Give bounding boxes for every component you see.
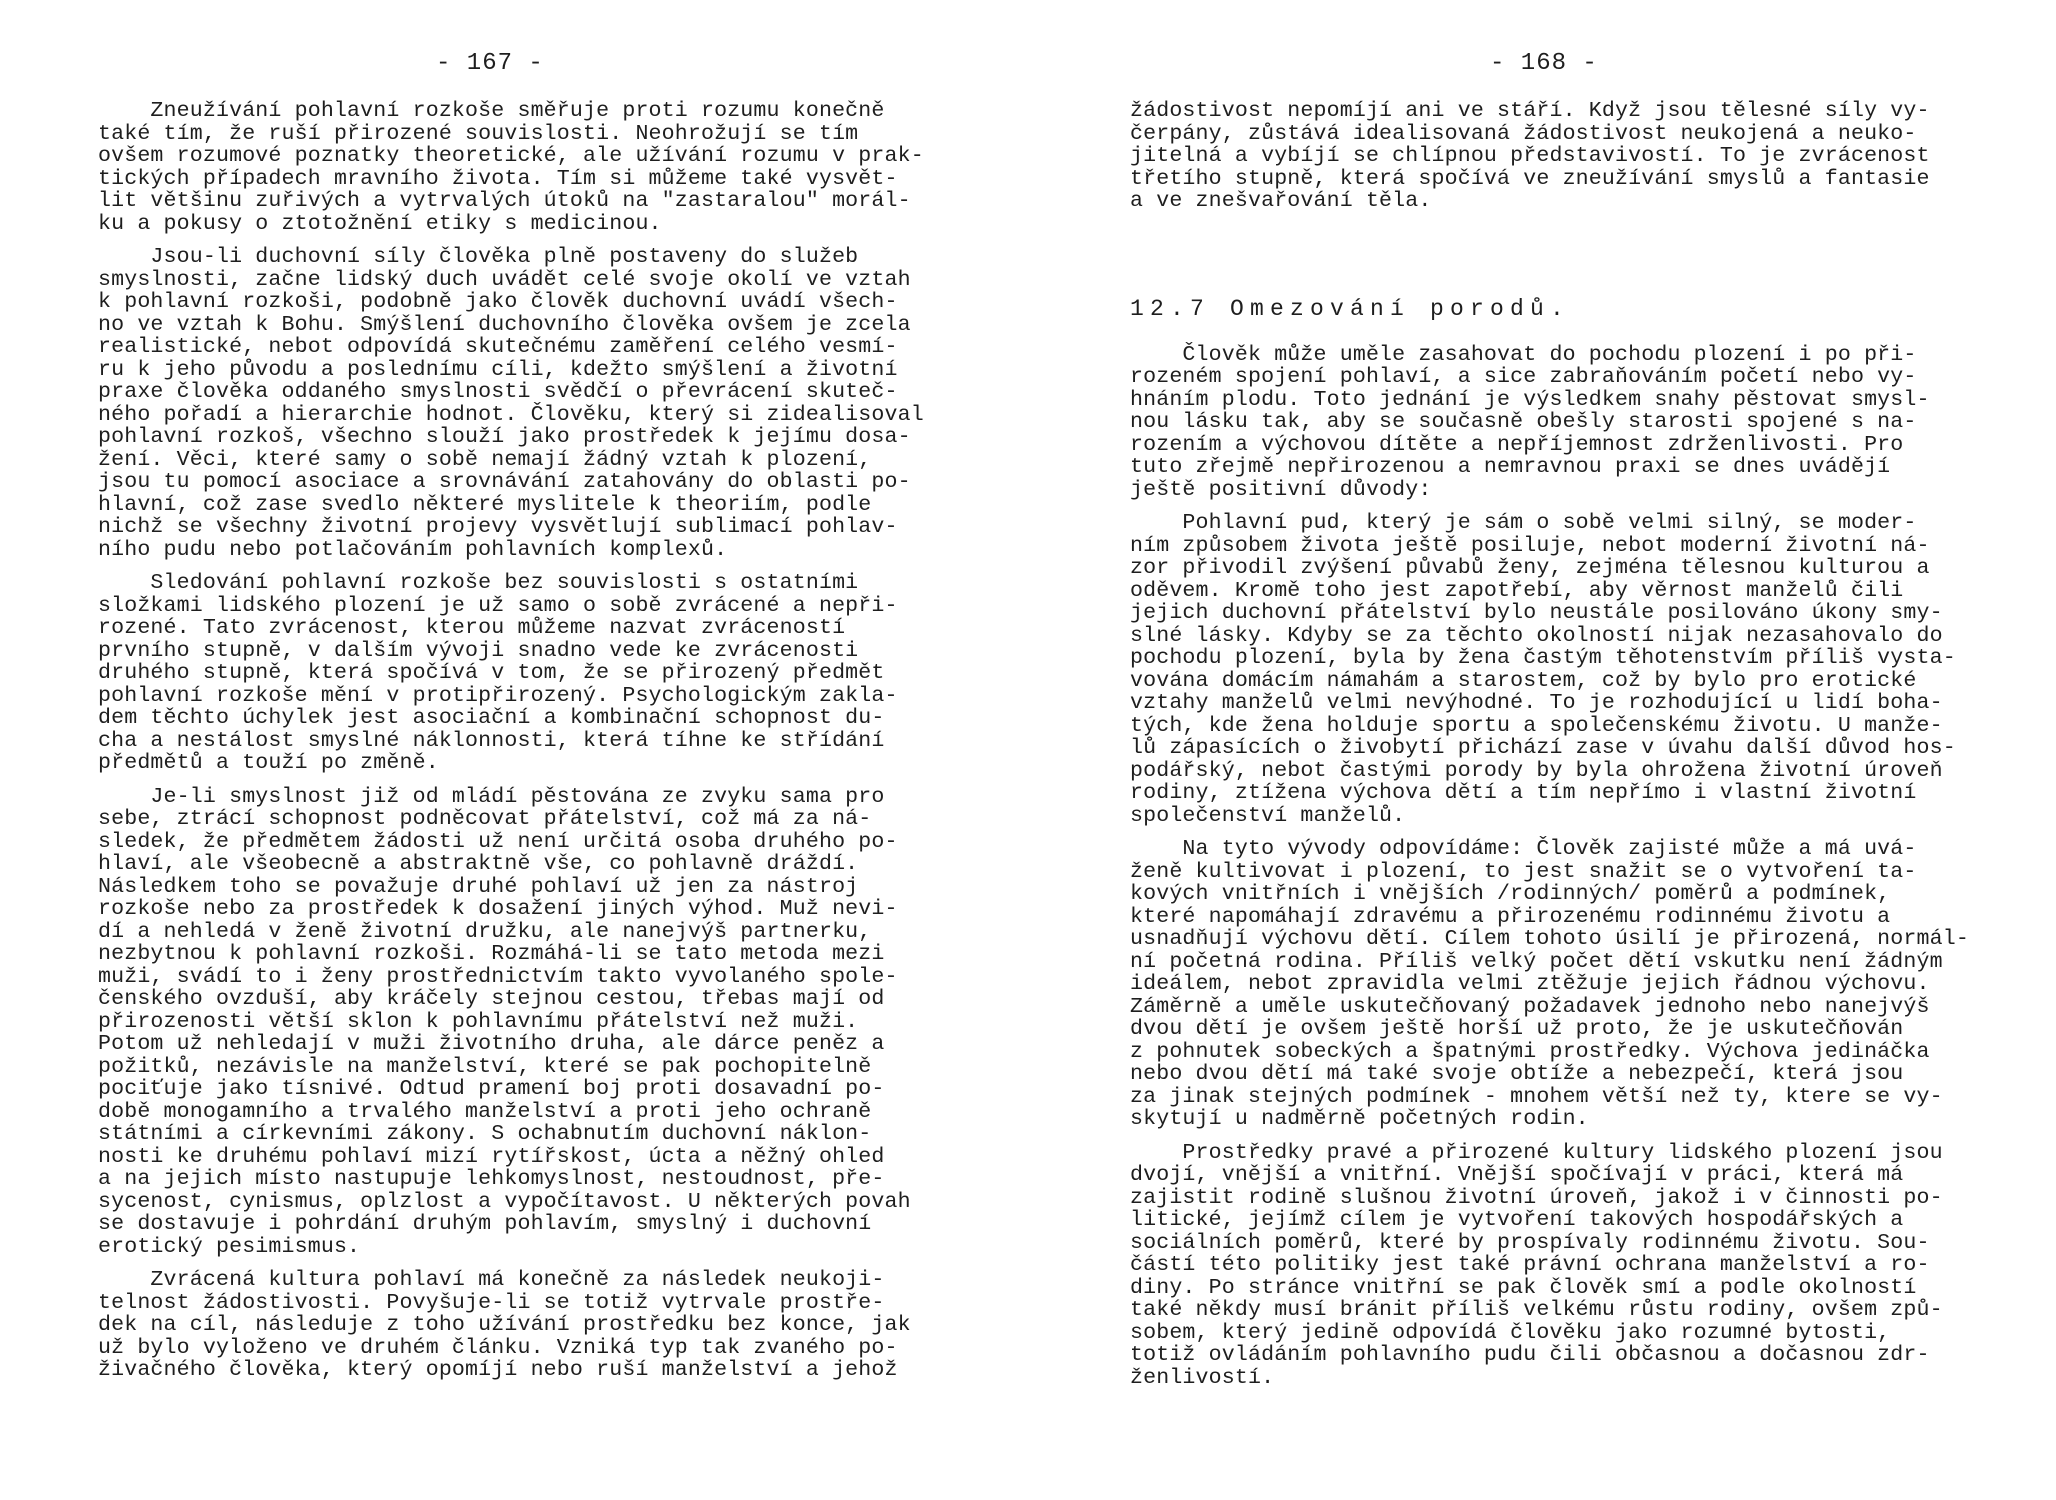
text-line: době monogamního a trvalého manželství a proti jeho ochraně (98, 1099, 872, 1124)
text-line: čerpány, zůstává idealisovaná žádostivost neukojená a neuko- (1130, 121, 1917, 146)
text-line: dvou dětí je ovšem ještě horší už proto, že je uskutečňován (1130, 1017, 1904, 1041)
text-line: ku a pokusy o ztotožnění etiky s medicinou. (98, 211, 662, 236)
text-line: praxe člověka oddaného smyslnosti svědčí o převrácení skuteč- (98, 380, 898, 404)
text-line: za jinak stejných podmínek - mnohem větší než ty, ktere se vy- (1130, 1084, 1943, 1109)
text-line: sycenost, cynismus, oplzlost a vypočítavost. U některých povah (98, 1189, 911, 1214)
text-line: také tím, že ruší přirozené souvislosti. Neohrožují se tím (98, 121, 859, 146)
text-line: litické, jejímž cílem je vytvoření takových hospodářských a (1130, 1208, 1904, 1232)
text-line: ného pořadí a hierarchie hodnot. Člověku, který si zidealisoval (98, 402, 924, 427)
paragraph (1130, 512, 1969, 827)
text-line: požitků, nezávisle na manželství, které se pak pochopitelně (98, 1054, 872, 1079)
text-line: pochodu plození, byla by žena častým těhotenstvím příliš vysta- (1130, 646, 1956, 670)
text-line: nou lásku tak, aby se současně obešly starosti spojené s na- (1130, 410, 1917, 434)
text-line: diny. Po stránce vnitřní se pak člověk smí a podle okolností (1130, 1275, 1917, 1300)
text-line: čenského ovzduší, aby kráčely stejnou cestou, třebas mají od (98, 987, 885, 1011)
text-line: muži, svádí to i ženy prostřednictvím takto vyvolaného spole- (98, 964, 898, 989)
text-line: a na jejich místo nastupuje lehkomyslnost, nestoudnost, pře- (98, 1167, 885, 1191)
text-line: nezbytnou k pohlavní rozkoši. Rozmáhá-li se tato metoda mezi (98, 942, 885, 966)
text-line: Jsou-li duchovní síly člověka plně postaveny do služeb (98, 245, 859, 269)
text-line: dem těchto úchylek jest asociační a kombinační schopnost du- (98, 706, 885, 730)
text-line: tických případech mravního života. Tím si můžeme také vysvět- (98, 166, 898, 191)
text-line: státními a církevními zákony. S ochabnutím duchovní náklon- (98, 1122, 872, 1146)
text-line: ru k jeho původu a poslednímu cíli, kdežto smýšlení a životní (98, 357, 898, 382)
text-line: Záměrně a uměle uskutečňovaný požadavek jednoho nebo nanejvýš (1130, 994, 1930, 1019)
text-line: a ve znešvařování těla. (1130, 189, 1432, 213)
paragraph (1130, 1142, 1969, 1390)
text-line: lů zápasících o živobytí přichází zase v úvahu další důvod hos- (1130, 736, 1956, 760)
text-line: k pohlavní rozkoši, podobně jako člověk duchovní uvádí všech- (98, 290, 898, 314)
text-line: Potom už nehledají v muži životního druha, ale dárce peněz a (98, 1032, 885, 1056)
text-line: také někdy musí bránit příliš velkému růstu rodiny, ovšem způ- (1130, 1298, 1943, 1322)
text-line: jitelná a vybíjí se chlípnou představivostí. To je zvrácenost (1130, 144, 1930, 168)
text-line: živačného člověka, který opomíjí nebo ruší manželství a jehož (98, 1358, 898, 1382)
paragraph (98, 572, 924, 775)
text-line: pohlavní rozkoše mění v protipřirozený. Psychologickým zakla- (98, 683, 898, 708)
text-line: Člověk může uměle zasahovat do pochodu plození i po při- (1130, 342, 1917, 367)
text-line: dvojí, vnější a vnitřní. Vnější spočívají v práci, která má (1130, 1163, 1904, 1187)
text-line: prvního stupně, v dalším vývoji snadno vede ke zvrácenosti (98, 638, 859, 663)
text-line: žení. Věci, které samy o sobě nemají žádný vztah k plození, (98, 447, 872, 472)
text-line: Pohlavní pud, který je sám o sobě velmi silný, se moder- (1130, 511, 1917, 535)
text-line: nichž se všechny životní projevy vysvětlují sublimací pohlav- (98, 515, 898, 539)
text-line: Následkem toho se považuje druhé pohlaví už jen za nástroj (98, 874, 859, 899)
text-line: sledek, že předmětem žádosti už není určitá osoba druhého po- (98, 829, 898, 854)
paragraph (1130, 838, 1969, 1131)
text-line: pociťuje jako tísnivé. Odtud pramení boj proti dosavadní po- (98, 1077, 885, 1101)
text-line: jsou tu pomocí asociace a srovnávání zatahovány do oblasti po- (98, 470, 911, 494)
text-line: zajistit rodině slušnou životní úroveň, jakož i v činnosti po- (1130, 1185, 1943, 1210)
text-line: ještě positivní důvody: (1130, 477, 1432, 502)
text-line: složkami lidského plození je už samo o sobě zvrácené a nepři- (98, 593, 898, 618)
text-line: žádostivost nepomíjí ani ve stáří. Když jsou tělesné síly vy- (1130, 99, 1930, 123)
text-line: smyslnosti, začne lidský duch uvádět celé svoje okolí ve vztah (98, 267, 911, 292)
text-line: lit většinu zuřivých a vytrvalých útoků na "zastaralou" morál- (98, 189, 911, 213)
text-line: sobem, který jedině odpovídá člověku jako rozumné bytosti, (1130, 1320, 1891, 1345)
text-line: ního pudu nebo potlačováním pohlavních komplexů. (98, 537, 728, 562)
page-number: - 167 - (436, 50, 544, 77)
text-line: z pohnutek sobeckých a špatnými prostředky. Výchova jedináčka (1130, 1039, 1930, 1064)
text-line: vována domácím námahám a starostem, což by bylo pro erotické (1130, 668, 1917, 693)
text-line: ženlivostí. (1130, 1365, 1275, 1390)
text-line: hnáním plodu. Toto jednání je výsledkem snahy pěstovat smysl- (1130, 387, 1930, 412)
text-line: slné lásky. Kdyby se za těchto okolností nijak nezasahovalo do (1130, 623, 1943, 648)
text-line: nosti ke druhému pohlaví mizí rytířskost, úcta a něžný ohled (98, 1144, 885, 1169)
text-line: přirozenosti větší sklon k pohlavnímu přátelství než muži. (98, 1009, 859, 1034)
text-line: dí a nehledá v ženě životní družku, ale nanejvýš partnerku, (98, 919, 872, 944)
page-number: - 168 - (1490, 50, 1598, 77)
text-line: ním způsobem života ještě posiluje, nebot moderní životní ná- (1130, 533, 1930, 558)
text-line: telnost žádostivosti. Povyšuje-li se totiž vytrvale prostře- (98, 1290, 885, 1315)
text-line: vztahy manželů velmi nevýhodné. To je rozhodující u lidí boha- (1130, 691, 1943, 715)
text-line: skytují u nadměrně početných rodin. (1130, 1107, 1589, 1131)
text-line: oděvem. Kromě toho jest zapotřebí, aby věrnost manželů čili (1130, 578, 1904, 603)
text-line: nebo dvou dětí má také svoje obtíže a nebezpečí, která jsou (1130, 1062, 1904, 1086)
paragraph (1130, 100, 1969, 213)
text-line: Na tyto vývody odpovídáme: Člověk zajisté může a má uvá- (1130, 837, 1917, 861)
text-line: třetího stupně, která spočívá ve zneužívání smyslů a fantasie (1130, 166, 1930, 191)
text-line: už bylo vyloženo ve druhém článku. Vzniká typ tak zvaného po- (98, 1335, 898, 1360)
text-line: rozkoše nebo za prostředek k dosažení jiných výhod. Muž nevi- (98, 897, 898, 921)
text-line: erotický pesimismus. (98, 1234, 361, 1259)
text-line: sebe, ztrácí schopnost podněcovat přátelství, což má za ná- (98, 807, 872, 831)
paragraph (98, 246, 924, 561)
right-page-text (1130, 100, 1969, 1389)
paragraph (98, 786, 924, 1259)
text-line: zor přivodil zvýšení půvabů ženy, zejména tělesnou kulturou a (1130, 556, 1930, 580)
text-line: ovšem rozumové poznatky theoretické, ale užívání rozumu v prak- (98, 144, 924, 168)
text-line: pohlavní rozkoš, všechno slouží jako prostředek k jejímu dosa- (98, 425, 911, 449)
text-line: které napomáhají zdravému a přirozenému rodinnému životu a (1130, 904, 1891, 929)
text-line: předmětů a touží po změně. (98, 751, 439, 775)
text-line: jejich duchovní přátelství bylo neustále posilováno úkony smy- (1130, 601, 1943, 625)
text-line: společenství manželů. (1130, 803, 1406, 828)
text-line: hlavní, což zase svedlo některé myslitele k theoriím, podle (98, 492, 872, 517)
text-line: usnadňují výchovu dětí. Cílem tohoto úsilí je přirozená, normál- (1130, 927, 1969, 951)
text-line: sociálních poměrů, které by prospívaly rodinnému životu. Sou- (1130, 1230, 1930, 1255)
text-line: totiž ovládáním pohlavního pudu čili občasnou a dočasnou zdr- (1130, 1343, 1930, 1367)
text-line: tuto zřejmě nepřirozenou a nemravnou praxi se dnes uvádějí (1130, 455, 1891, 479)
text-line: částí této politiky jest také právní ochrana manželství a ro- (1130, 1253, 1930, 1277)
text-line: rodiny, ztížena výchova dětí a tím nepřímo i vlastní životní (1130, 781, 1917, 805)
text-line: cha a nestálost smyslné náklonnosti, která tíhne ke střídání (98, 728, 885, 753)
text-line: ženě kultivovat i plození, to jest snažit se o vytvoření ta- (1130, 859, 1917, 884)
text-line: tých, kde žena holduje sportu a společenskému životu. U manže- (1130, 713, 1943, 738)
text-line: realistické, nebot odpovídá skutečnému zaměření celého vesmí- (98, 335, 898, 359)
text-line: kových vnitřních i vnějších /rodinných/ poměrů a podmínek, (1130, 882, 1891, 906)
paragraph (1130, 344, 1969, 502)
text-line: Zneužívání pohlavní rozkoše směřuje proti rozumu konečně (98, 99, 885, 123)
text-line: hlaví, ale všeobecně a abstraktně vše, co pohlavně dráždí. (98, 852, 859, 876)
text-line: ideálem, nebot zpravidla velmi ztěžuje jejich řádnou výchovu. (1130, 972, 1930, 996)
text-line: no ve vztah k Bohu. Smýšlení duchovního člověka ovšem je zcela (98, 312, 911, 337)
text-line: rozeném spojení pohlaví, a sice zabraňováním početí nebo vy- (1130, 365, 1917, 389)
text-line: druhého stupně, která spočívá v tom, že se přirozený předmět (98, 661, 885, 685)
paragraph (98, 100, 924, 235)
right-page (1028, 0, 2056, 1500)
text-line: podářský, nebot častými porody by byla ohrožena životní úroveň (1130, 758, 1943, 783)
text-line: Je-li smyslnost již od mládí pěstována ze zvyku sama pro (98, 784, 885, 809)
paragraph (98, 1269, 924, 1382)
left-page-text (98, 100, 924, 1382)
text-line: rozené. Tato zvrácenost, kterou můžeme nazvat zvráceností (98, 616, 846, 640)
text-line: rozením a výchovou dítěte a nepříjemnost zdrženlivosti. Pro (1130, 432, 1904, 457)
text-line: dek na cíl, následuje z toho užívání prostředku bez konce, jak (98, 1313, 911, 1337)
text-line: ní početná rodina. Příliš velký počet dětí vskutku není žádným (1130, 949, 1943, 974)
text-line: se dostavuje i pohrdání druhým pohlavím, smyslný i duchovní (98, 1212, 872, 1236)
text-line: Zvrácená kultura pohlaví má konečně za následek neukoji- (98, 1268, 885, 1292)
text-line: Prostředky pravé a přirozené kultury lidského plození jsou (1130, 1140, 1943, 1165)
section-heading: 12.7 Omezování porodů. (1130, 295, 1571, 322)
text-line: Sledování pohlavní rozkoše bez souvislosti s ostatními (98, 571, 859, 595)
